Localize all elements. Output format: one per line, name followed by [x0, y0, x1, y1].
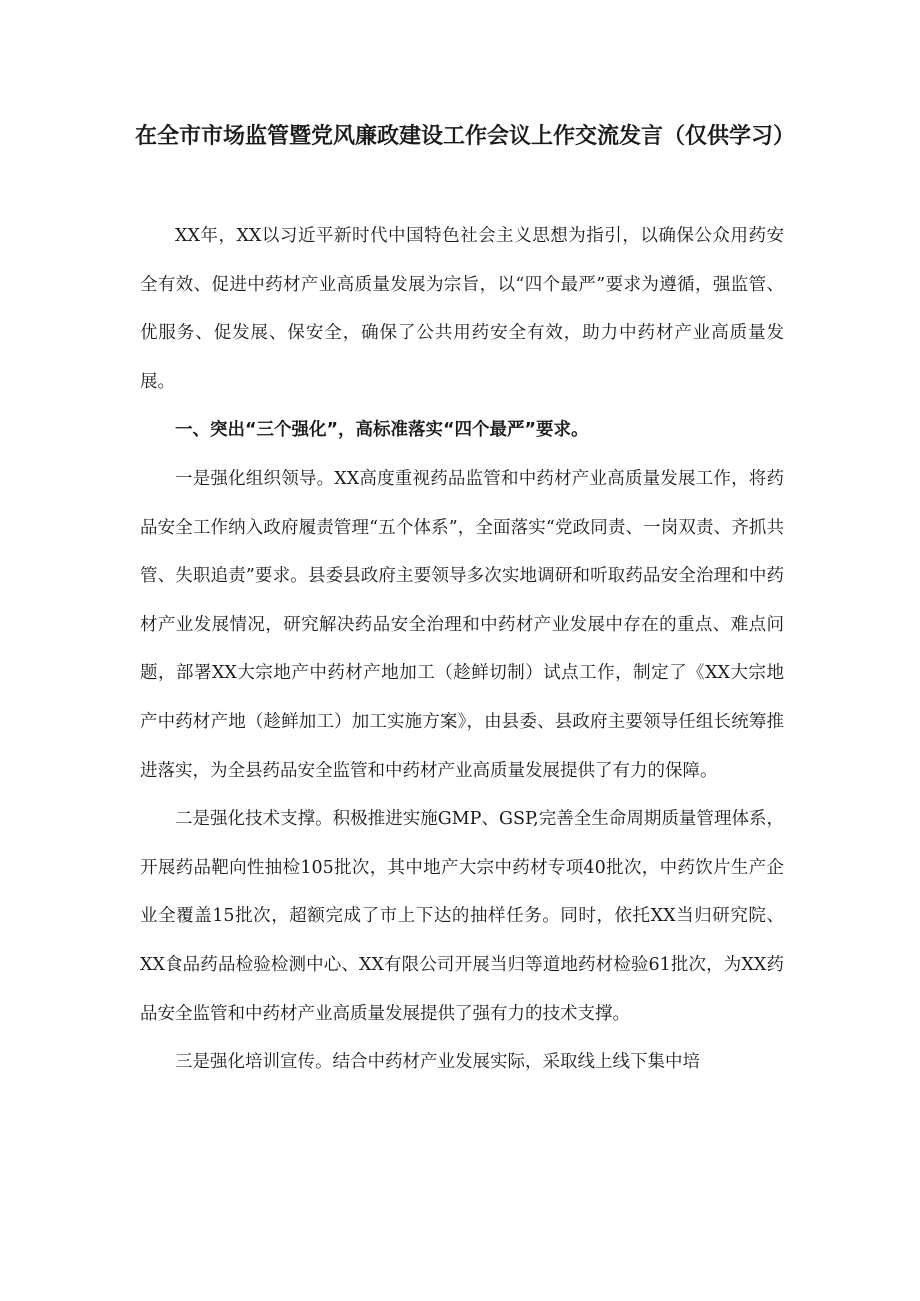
paragraph-organization: 一是强化组织领导。XX高度重视药品监管和中药材产业高质量发展工作，将药品安全工作纳入政府履责管理“五个体系”，全面落实“党政同责、一岗双责、齐抓共管、失职追责”要求。县委县政府主要领导多次实地调研和听取药品安全治理和中药材产业发展情况，研究解决药品安全治理和中药材产业发展中存在的重点、难点问题，部署XX大宗地产中药材产地加工（趁鲜切制）试点工作，制定了《XX大宗地产中药材产地（趁鲜加工）加工实施方案》，由县委、县政府主要领导任组长统筹推进落实，为全县药品安全监管和中药材产业高质量发展提供了有力的保障。	[140, 468, 784, 781]
document-body	[140, 212, 784, 1087]
paragraph-training: 三是强化培训宣传。结合中药材产业发展实际，采取线上线下集中培	[175, 1052, 700, 1073]
paragraph-intro: XX年，XX以习近平新时代中国特色社会主义思想为指引，以确保公众用药安全有效、促进中药材产业高质量发展为宗旨，以“四个最严”要求为遵循，强监管、优服务、促发展、保安全，确保了公共用药安全有效，助力中药材产业高质量发展。	[140, 226, 784, 392]
section-heading-1: 一、突出“三个强化”，高标准落实“四个最严”要求。	[175, 420, 589, 441]
document-title: 在全市市场监管暨党风廉政建设工作会议上作交流发言（仅供学习）	[135, 124, 796, 149]
paragraph-technical-support: 二是强化技术支撑。积极推进实施GMP、GSP,完善全生命周期质量管理体系，开展药品靶向性抽检105批次，其中地产大宗中药材专项40批次，中药饮片生产企业全覆盖15批次，超额完成了市上下达的抽样任务。同时，依托XX当归研究院、XX食品药品检验检测中心、XX有限公司开展当归等道地药材检验61批次，为XX药品安全监管和中药材产业高质量发展提供了强有力的技术支撑。	[140, 809, 784, 1024]
